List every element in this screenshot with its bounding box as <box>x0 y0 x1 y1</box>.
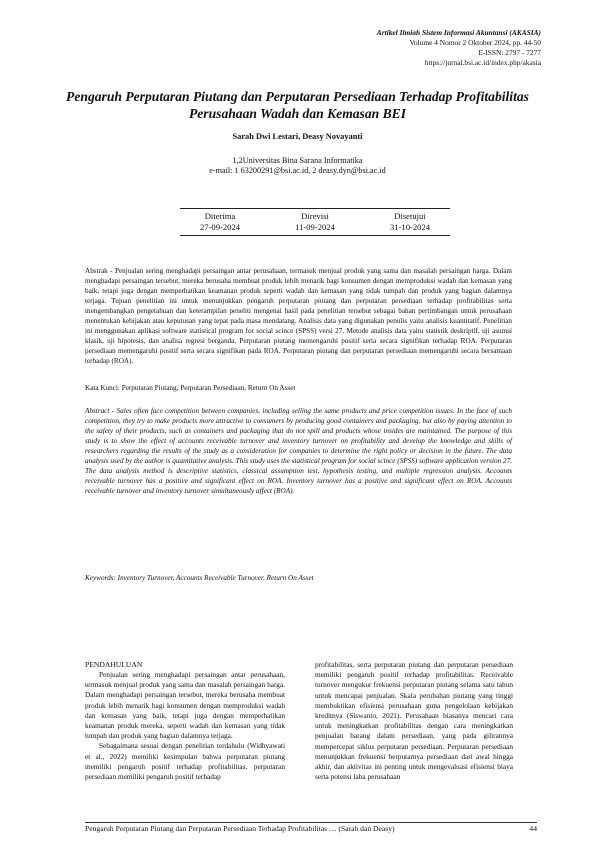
paper-title: Pengaruh Perputaran Piutang dan Perputaran Persediaan Terhadap Profitabilitas Perusahaan Wadah dan Kemasan BEI <box>66 89 529 121</box>
accepted-label: Disetujui <box>394 211 426 221</box>
dates-values-row <box>180 222 450 233</box>
keywords: Keywords: Inventory Turnover, Accounts Receivable Turnover, Return On Asset <box>85 574 314 582</box>
abstract-paragraph: Abstract - Sales often face competition between companies, including selling the same products and price competition issues. In the face of such competition, they try to make products more attractive to consumers by producing good containers and packaging, but also by paying attention to the safety of their products, such as containers and packaging that do not spill and products whose insides are maintained. The purpose of this study is to show the effect of accounts receivable turnover and inventory turnover on profitability and develop the knowledge and skills of researchers regarding the results of the study as a consideration for companies to determine the right policy or decision in the future. The data analysis used by the author is quantitative analysis. This study uses the statistical program for social scince (SPSS) software application version 27. The data analysis method is descriptive statistics, classical assumption test, hypothesis testing, and multiple regression analysis. Accounts receivable turnover has a positive and significant effect on ROA. Inventory turnover has a positive and significant effect on ROA. Accounts receivable turnover and inventory turnover simultaneously affect (ROA). <box>85 407 512 496</box>
revised-label: Direvisi <box>301 211 329 221</box>
received-date: 27-09-2024 <box>199 222 241 232</box>
affiliation: 1,2Universitas Bina Sarana Informatika <box>232 156 363 165</box>
dates-table <box>180 208 450 236</box>
journal-issn: E-ISSN: 2797 - 7277 <box>478 48 541 57</box>
abstrak-paragraph: Abstrak - Penjualan sering menghadapi persaingan antar perusahaan, termasuk menjual produk yang sama dan masalah persaingan harga. Dalam menghadapi persaingan tersebut, mereka berusaha membuat produk lebih menarik bagi konsumen dengan memproduksi wadah dan kemasan yang baik, tetapi juga dengan memperhatikan keamanan produk seperti wadah dan kemasan yang tidak tumpah dan produk yang bagian dalamnya terjaga. Tujuan penelitian ini untuk menunjukkan pengaruh perputaran piutang dan perputaran persediaan terhadap profitabilitas serta mengembangkan pengetahuan dan keterampilan peneliti mengenai hasil pada penelitian tersebut sebagai bahan pertimbangan untuk perusahaan menentukan kebijakan atau keputusan yang tepat pada masa mendatang. Analisis data yang digunakan penulis yaitu analisis kuantitatif. Penelitian ini menggunakan aplikasi software statistical program for social scince (SPSS) versi 27. Metode analisis data yaitu statistik deskriptif, uji asumsi klasik, uji hipotesis, dan analisa regresi berganda. Perputaran piutang memengaruhi positif serta secara signifikan terhadap ROA. Perputaran persediaan memengaruhi positif serta secara signifikan pada ROA. Perputaran piutang dan perputaran persediaan memengaruhi secara bersamaan terhadap (ROA). <box>85 267 512 366</box>
left-paragraph-2: Sebagaimana sesuai dengan penelitian terdahulu (Widhyawati et al., 2022) memiliki kesimpulan bahwa perputaran piutang memiliki pengaruh positif terhadap profitabilitas, perputaran persediaan memiliki pengaruh positif terhadap <box>85 741 285 782</box>
journal-volume: Volume 4 Nomor 2 Oktober 2024, pp. 44-50 <box>409 38 541 47</box>
section-title: PENDAHULUAN <box>85 660 143 669</box>
page-footer <box>85 824 537 833</box>
footer-rule <box>85 822 537 823</box>
left-paragraph-1: Penjualan sering menghadapi persaingan antar perusahaan, termasuk menjual produk yang sama dan masalah persaingan harga. Dalam menghadapi persaingan tersebut, mereka berusaha membuat produk lebih menarik bagi konsumen dengan memproduksi wadah dan kemasan yang baik, tetapi juga dengan memperhatikan keamanan produk mereka, seperti wadah dan kemasan yang tidak tumpah dan produk yang bagian dalamnya terjaga. <box>85 670 285 741</box>
authors: Sarah Dwi Lestari, Deasy Novayanti <box>232 132 363 141</box>
page-number: 44 <box>529 824 537 833</box>
accepted-date: 31-10-2024 <box>389 222 431 232</box>
right-column <box>315 660 513 782</box>
dates-bottom-rule <box>180 235 450 236</box>
journal-name: Artikel Ilmiah Sistem Informasi Akuntansi (AKASIA) <box>376 28 541 37</box>
kata-kunci: Kata Kunci: Perputaran Piutang, Perputaran Persediaan, Return On Asset <box>85 384 296 392</box>
left-column <box>85 670 285 782</box>
dates-labels-row <box>180 211 450 222</box>
journal-url[interactable]: https://jurnal.bsi.ac.id/index.php/akasia <box>424 58 541 67</box>
journal-header <box>377 28 541 68</box>
dates-top-rule <box>180 208 450 209</box>
received-label: Diterima <box>204 211 236 221</box>
footer-text: Pengaruh Perputaran Piutang dan Perputaran Persediaan Terhadap Profitabilitas … (Sarah dan Deasy) <box>85 824 395 833</box>
revised-date: 11-09-2024 <box>295 222 335 232</box>
email-line: e-mail: 1 63200291@bsi.ac.id, 2 deasy.dyn@bsi.ac.id <box>209 166 386 175</box>
right-paragraph-1: profitabilitas, serta perputaran piutang dan perputaran persediaan memiliki pengaruh positif terhadap profitabilitas. Receivable turnover mengukur frekuensi perputaran piutang selama satu tahun untuk mencapai penjualan. Skala perubahan piutang yang tinggi membuktikan efisiensi perusahaan guna pengelolaan kebijakan kreditnya (Siswanto, 2021). Perusahaan biasanya mencari cara untuk meningkatkan profitabilitas dengan cara meningkatkan penjualan barang dalam persediaan, yang pada gilirannya mempercepat siklus perputaran persediaan. Perputaran persediaan menunjukkan frekuensi berputarnya persediaan dari awal hingga akhir, dan aktivitas ini penting untuk mengevaluasi efisiensi biaya serta potensi laba perusahaan <box>315 660 513 782</box>
